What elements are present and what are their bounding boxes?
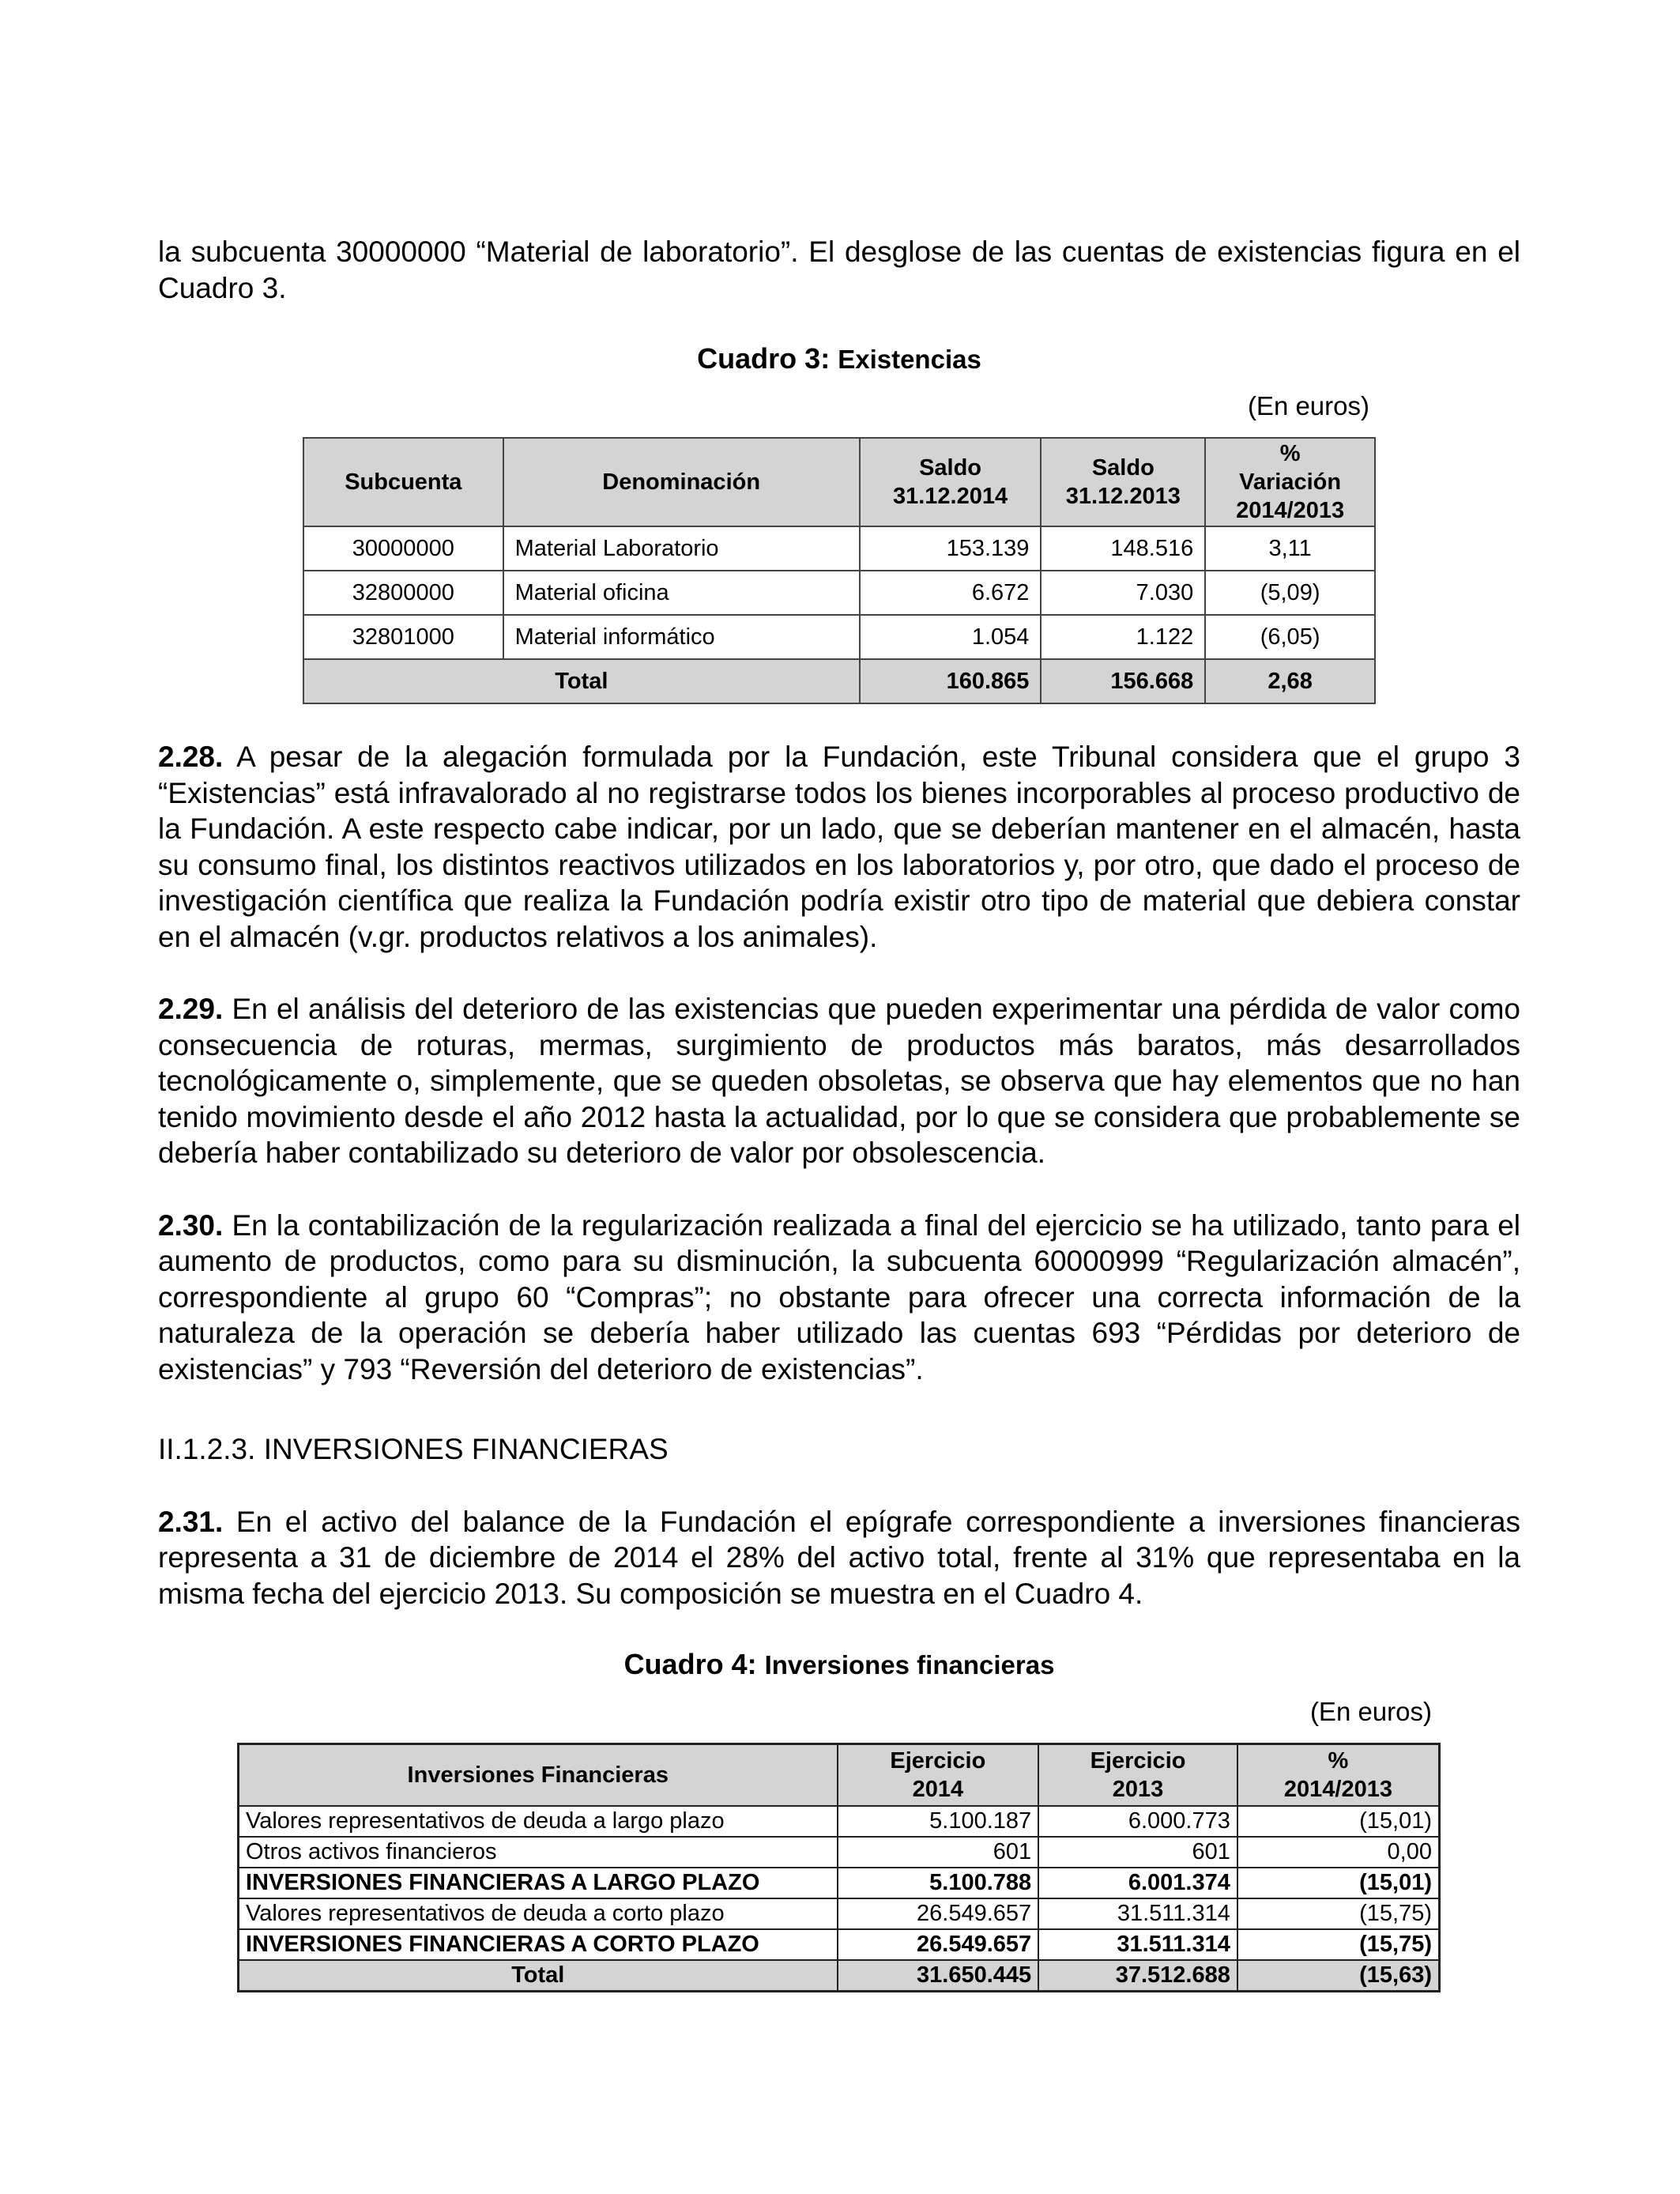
cuadro4-units: (En euros): [1309, 1697, 1432, 1726]
table-total-row: [303, 659, 1375, 703]
cell-porcentaje: (15,75): [1237, 1929, 1440, 1960]
cell-subcuenta: 32801000: [303, 615, 503, 659]
cell-total-variacion: 2,68: [1205, 659, 1375, 703]
intro-paragraph: la subcuenta 30000000 “Material de laboratorio”. El desglose de las cuentas de existencias figura en el Cuadro 3.: [158, 236, 1520, 304]
paragraph-2-30: [158, 1208, 1520, 1388]
header-ejercicio-2014: [838, 1744, 1039, 1807]
paragraph-text: A pesar de la alegación formulada por la Fundación, este Tribunal considera que el grupo 3 “Existencias” está infravalorado al no registrarse todos los bienes incorporables al proceso productivo de la Fundación. A este respecto cabe indicar, por un lado, que se deberían mantener en el almacén, hasta su consumo final, los distintos reactivos utilizados en los laboratorios y, por otro, que dado el proceso de investigación científica que realiza la Fundación podría existir otro tipo de material que debiera constar en el almacén (v.gr. productos relativos a los animales).: [158, 741, 1520, 953]
cell-denominacion: Material Laboratorio: [503, 526, 860, 571]
cuadro4-table: [237, 1743, 1441, 1992]
paragraph-text: En la contabilización de la regularización realizada a final del ejercicio se ha utilizado, tanto para el aumento de productos, como para su disminución, la subcuenta 60000999 “Regularización almacén”, correspondiente al grupo 60 “Compras”; no obstante para ofrecer una correcta información de la naturaleza de la operación se debería haber utilizado las cuentas 693 “Pérdidas por deterioro de existencias” y 793 “Reversión del deterioro de existencias”.: [158, 1208, 1520, 1385]
table-row: [303, 526, 1375, 571]
cell-ejercicio-2014: 26.549.657: [838, 1898, 1039, 1929]
table-row: [239, 1898, 1440, 1929]
table-row: [239, 1929, 1440, 1960]
paragraph-number: 2.31.: [158, 1505, 224, 1538]
paragraph-number: 2.29.: [158, 993, 224, 1025]
cuadro4-caption-main: Cuadro 4:: [623, 1648, 757, 1680]
cell-concepto: INVERSIONES FINANCIERAS A CORTO PLAZO: [239, 1929, 838, 1960]
cell-total-ejercicio-2014: 31.650.445: [838, 1960, 1039, 1992]
paragraph-number: 2.30.: [158, 1208, 224, 1242]
section-heading: II.1.2.3. INVERSIONES FINANCIERAS: [158, 1433, 669, 1465]
cell-saldo-2014: 1.054: [860, 615, 1042, 659]
header-saldo-2014: [860, 438, 1042, 526]
cell-concepto: Valores representativos de deuda a corto plazo: [239, 1898, 838, 1929]
cuadro3-units: (En euros): [1247, 391, 1369, 420]
cell-variacion: 3,11: [1205, 526, 1375, 571]
cell-total-saldo-2013: 156.668: [1041, 659, 1205, 703]
cell-saldo-2014: 153.139: [860, 526, 1042, 571]
table-row: [303, 615, 1375, 659]
paragraph-number: 2.28.: [158, 741, 224, 773]
document-page: [158, 234, 1520, 1992]
paragraph-text: En el análisis del deterioro de las existencias que pueden experimentar una pérdida de valor como consecuencia de roturas, mermas, surgimiento de productos más baratos, más desarrollados tecnológicamente o, simplemente, que se queden obsoletas, se observa que hay elementos que no han tenido movimiento desde el año 2012 hasta la actualidad, por lo que se considera que probablemente se debería haber contabilizado su deterioro de valor por obsolescencia.: [158, 993, 1520, 1169]
table-total-row: [239, 1960, 1440, 1992]
cell-denominacion: Material informático: [503, 615, 860, 659]
table-row: [239, 1868, 1440, 1898]
cell-saldo-2013: 148.516: [1041, 526, 1205, 571]
cell-variacion: (6,05): [1205, 615, 1375, 659]
cell-subcuenta: 32800000: [303, 571, 503, 615]
header-concepto: Inversiones Financieras: [239, 1744, 838, 1807]
header-line: Variación: [1239, 469, 1342, 495]
cell-porcentaje: (15,75): [1237, 1898, 1440, 1929]
header-line: Ejercicio: [1090, 1748, 1186, 1774]
header-line: Saldo: [919, 455, 982, 481]
header-line: Saldo: [1091, 455, 1155, 481]
header-denominacion: Denominación: [503, 438, 860, 526]
cell-ejercicio-2014: 5.100.788: [838, 1868, 1039, 1898]
header-porcentaje: [1237, 1744, 1440, 1807]
cell-variacion: (5,09): [1205, 571, 1375, 615]
header-variacion: [1205, 438, 1375, 526]
cell-ejercicio-2014: 601: [838, 1837, 1039, 1868]
paragraph-2-31: [158, 1504, 1520, 1612]
header-line: 2013: [1112, 1777, 1164, 1802]
cell-ejercicio-2013: 601: [1038, 1837, 1237, 1868]
cell-subcuenta: 30000000: [303, 526, 503, 571]
cell-ejercicio-2013: 6.000.773: [1038, 1806, 1237, 1837]
cell-concepto: Otros activos financieros: [239, 1837, 838, 1868]
header-line: %: [1279, 441, 1301, 466]
cell-saldo-2014: 6.672: [860, 571, 1042, 615]
header-ejercicio-2013: [1038, 1744, 1237, 1807]
table-row: [239, 1806, 1440, 1837]
cuadro3-caption: [158, 342, 1520, 375]
header-saldo-2013: [1041, 438, 1205, 526]
cell-porcentaje: (15,01): [1237, 1806, 1440, 1837]
cell-total-ejercicio-2013: 37.512.688: [1038, 1960, 1237, 1992]
cuadro3-caption-sub: Existencias: [838, 345, 981, 374]
cuadro4-caption-sub: Inversiones financieras: [764, 1650, 1055, 1679]
cell-ejercicio-2013: 31.511.314: [1038, 1898, 1237, 1929]
header-line: 31.12.2013: [1065, 484, 1181, 509]
table-row: [239, 1837, 1440, 1868]
header-line: %: [1328, 1748, 1349, 1774]
cuadro3-table: [303, 437, 1376, 704]
header-line: 2014/2013: [1283, 1777, 1392, 1802]
cell-total-saldo-2014: 160.865: [860, 659, 1042, 703]
cell-total-label: Total: [239, 1960, 838, 1992]
header-line: 2014/2013: [1236, 498, 1345, 523]
cell-total-porcentaje: (15,63): [1237, 1960, 1440, 1992]
cell-total-label: Total: [303, 659, 860, 703]
cell-saldo-2013: 1.122: [1041, 615, 1205, 659]
cuadro3-caption-main: Cuadro 3:: [697, 342, 831, 375]
header-line: 31.12.2014: [892, 484, 1008, 509]
cell-ejercicio-2013: 31.511.314: [1038, 1929, 1237, 1960]
cell-denominacion: Material oficina: [503, 571, 860, 615]
cell-concepto: INVERSIONES FINANCIERAS A LARGO PLAZO: [239, 1868, 838, 1898]
cell-saldo-2013: 7.030: [1041, 571, 1205, 615]
cell-ejercicio-2014: 5.100.187: [838, 1806, 1039, 1837]
paragraph-2-29: [158, 991, 1520, 1171]
paragraph-text: En el activo del balance de la Fundación el epígrafe correspondiente a inversiones financieras representa a 31 de diciembre de 2014 el 28% del activo total, frente al 31% que representaba en la misma fecha del ejercicio 2013. Su composición se muestra en el Cuadro 4.: [158, 1505, 1520, 1610]
paragraph-2-28: [158, 739, 1520, 955]
header-subcuenta: Subcuenta: [303, 438, 503, 526]
cell-concepto: Valores representativos de deuda a largo plazo: [239, 1806, 838, 1837]
cell-ejercicio-2014: 26.549.657: [838, 1929, 1039, 1960]
table-row: [303, 571, 1375, 615]
cell-ejercicio-2013: 6.001.374: [1038, 1868, 1237, 1898]
cell-porcentaje: 0,00: [1237, 1837, 1440, 1868]
header-line: 2014: [912, 1777, 964, 1802]
header-line: Ejercicio: [890, 1748, 986, 1774]
cuadro4-caption: [158, 1648, 1520, 1681]
cell-porcentaje: (15,01): [1237, 1868, 1440, 1898]
